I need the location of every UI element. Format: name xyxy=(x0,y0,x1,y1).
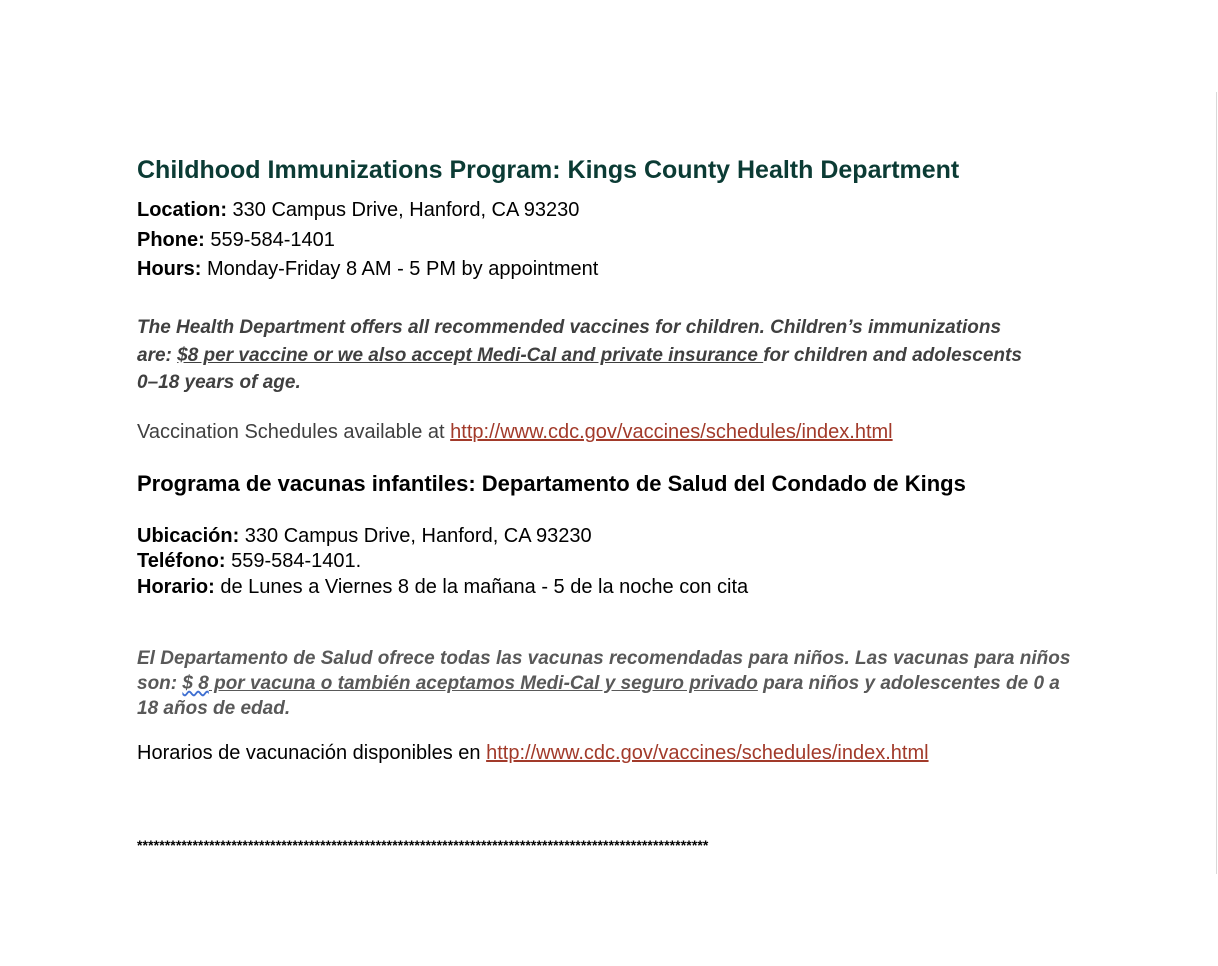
spanish-location-line xyxy=(137,524,592,548)
spanish-program-title: Programa de vacunas infantiles: Departamento de Salud del Condado de Kings xyxy=(137,471,966,496)
english-program-title: Childhood Immunizations Program: Kings County Health Department xyxy=(137,156,960,184)
english-phone-value: 559-584-1401 xyxy=(204,229,335,251)
english-price-text: $8 per vaccine or we also accept Medi-Cal and private insurance xyxy=(177,344,764,366)
english-phone-label: Phone: xyxy=(137,229,205,251)
english-vaccine-paragraph xyxy=(137,314,1037,397)
english-location-line xyxy=(137,198,579,222)
separator-line: ******************************************************************************************************* xyxy=(137,837,709,853)
english-hours-line xyxy=(137,257,598,281)
spanish-hours-label: Horario: xyxy=(137,576,215,598)
spanish-para-intro: El Departamento de Salud ofrece todas las vacunas recomendadas para niños. Las vacunas para niños son: xyxy=(137,648,1071,694)
page-edge xyxy=(1216,92,1217,874)
spanish-price-text: por vacuna o también aceptamos Medi-Cal y seguro privado xyxy=(208,673,758,694)
spanish-dollar-text: $ 8 xyxy=(182,673,209,694)
english-hours-value: Monday-Friday 8 AM - 5 PM by appointment xyxy=(201,258,599,280)
spanish-location-value: 330 Campus Drive, Hanford, CA 93230 xyxy=(239,525,592,547)
spanish-phone-value: 559-584-1401. xyxy=(225,550,362,572)
spanish-schedules-link[interactable]: http://www.cdc.gov/vaccines/schedules/index.html xyxy=(486,742,929,764)
spanish-vaccine-paragraph xyxy=(137,646,1077,721)
spanish-phone-label: Teléfono: xyxy=(137,550,226,572)
english-location-value: 330 Campus Drive, Hanford, CA 93230 xyxy=(227,199,580,221)
spanish-hours-value: de Lunes a Viernes 8 de la mañana - 5 de la noche con cita xyxy=(214,576,749,598)
spanish-phone-line xyxy=(137,549,361,573)
english-para-intro: The Health Department offers all recommended vaccines for children. Children’s immunizations are: xyxy=(137,317,1002,366)
english-hours-label: Hours: xyxy=(137,258,202,280)
spanish-schedules-line xyxy=(137,741,929,765)
english-phone-line xyxy=(137,228,335,252)
spanish-location-label: Ubicación: xyxy=(137,525,240,547)
spanish-hours-line xyxy=(137,575,748,599)
spanish-para-end: para niños y adolescentes de 0 a 18 años de edad. xyxy=(137,673,1060,719)
english-para-end: for children and adolescents 0–18 years of age. xyxy=(137,344,1022,393)
english-location-label: Location: xyxy=(137,199,227,221)
spanish-schedules-text: Horarios de vacunación disponibles en xyxy=(137,742,487,764)
english-schedules-line xyxy=(137,420,893,444)
english-schedules-text: Vaccination Schedules available at xyxy=(137,421,451,443)
english-schedules-link[interactable]: http://www.cdc.gov/vaccines/schedules/index.html xyxy=(450,421,893,443)
